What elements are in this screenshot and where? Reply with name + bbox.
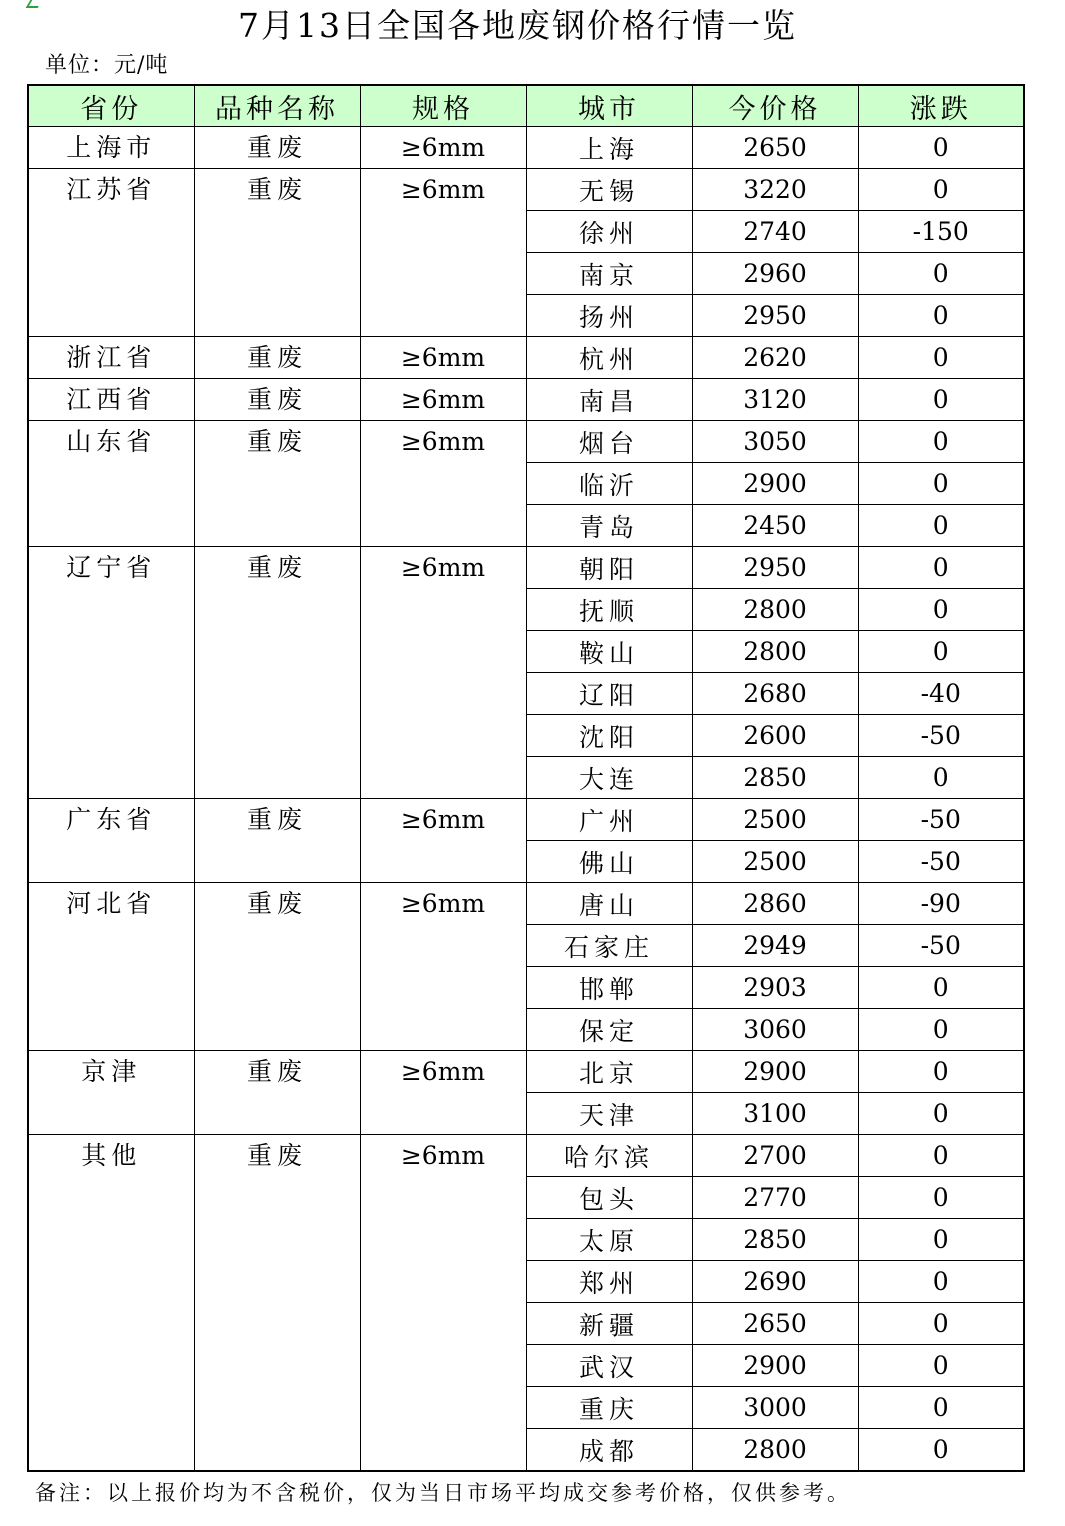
header-row [28,85,1024,127]
change-cell: 0 [858,463,1024,505]
city-cell: 大连 [526,757,692,799]
table-row [28,883,1024,925]
spec-cell: ≥6mm [360,547,526,799]
price-cell: 2960 [692,253,858,295]
kind-cell: 重废 [194,127,360,169]
city-cell: 包头 [526,1177,692,1219]
change-cell: -40 [858,673,1024,715]
change-cell: -50 [858,841,1024,883]
change-cell: 0 [858,1051,1024,1093]
province-cell: 上海市 [28,127,194,169]
price-cell: 2500 [692,799,858,841]
price-cell: 3100 [692,1093,858,1135]
price-cell: 2850 [692,1219,858,1261]
change-cell: 0 [858,1429,1024,1472]
header-province: 省份 [28,85,194,127]
kind-cell: 重废 [194,169,360,337]
change-cell: -90 [858,883,1024,925]
kind-cell: 重废 [194,421,360,547]
province-cell: 河北省 [28,883,194,1051]
kind-cell: 重废 [194,1135,360,1472]
change-cell: 0 [858,127,1024,169]
table-row [28,169,1024,211]
table-row [28,799,1024,841]
province-cell: 江苏省 [28,169,194,337]
change-cell: 0 [858,421,1024,463]
city-cell: 广州 [526,799,692,841]
city-cell: 太原 [526,1219,692,1261]
kind-cell: 重废 [194,337,360,379]
city-cell: 朝阳 [526,547,692,589]
city-cell: 重庆 [526,1387,692,1429]
city-cell: 扬州 [526,295,692,337]
kind-cell: 重废 [194,799,360,883]
city-cell: 辽阳 [526,673,692,715]
price-cell: 3000 [692,1387,858,1429]
price-cell: 2900 [692,463,858,505]
city-cell: 南京 [526,253,692,295]
city-cell: 天津 [526,1093,692,1135]
footnote: 备注：以上报价均为不含税价，仅为当日市场平均成交参考价格，仅供参考。 [35,1481,851,1505]
city-cell: 石家庄 [526,925,692,967]
change-cell: 0 [858,1345,1024,1387]
city-cell: 临沂 [526,463,692,505]
province-cell: 江西省 [28,379,194,421]
price-cell: 2770 [692,1177,858,1219]
change-cell: 0 [858,547,1024,589]
price-cell: 3120 [692,379,858,421]
city-cell: 成都 [526,1429,692,1472]
kind-cell: 重废 [194,883,360,1051]
change-cell: 0 [858,1009,1024,1051]
province-cell: 浙江省 [28,337,194,379]
price-cell: 2800 [692,1429,858,1472]
change-cell: 0 [858,1303,1024,1345]
price-cell: 2500 [692,841,858,883]
city-cell: 郑州 [526,1261,692,1303]
province-cell: 其他 [28,1135,194,1472]
price-cell: 2740 [692,211,858,253]
page-title: 7月13日全国各地废钢价格行情一览 [238,6,797,45]
change-cell: 0 [858,1387,1024,1429]
city-cell: 北京 [526,1051,692,1093]
city-cell: 保定 [526,1009,692,1051]
price-cell: 2680 [692,673,858,715]
city-cell: 青岛 [526,505,692,547]
change-cell: 0 [858,1219,1024,1261]
city-cell: 邯郸 [526,967,692,1009]
header-city: 城市 [526,85,692,127]
header-change: 涨跌 [858,85,1024,127]
price-cell: 2949 [692,925,858,967]
city-cell: 佛山 [526,841,692,883]
price-cell: 2850 [692,757,858,799]
change-cell: -50 [858,925,1024,967]
header-price: 今价格 [692,85,858,127]
province-cell: 山东省 [28,421,194,547]
change-cell: -50 [858,799,1024,841]
kind-cell: 重废 [194,547,360,799]
change-cell: 0 [858,295,1024,337]
table-row [28,1051,1024,1093]
price-cell: 2900 [692,1051,858,1093]
change-cell: 0 [858,379,1024,421]
change-cell: 0 [858,631,1024,673]
province-cell: 辽宁省 [28,547,194,799]
change-cell: 0 [858,337,1024,379]
change-cell: 0 [858,589,1024,631]
city-cell: 唐山 [526,883,692,925]
table-row [28,379,1024,421]
change-cell: 0 [858,169,1024,211]
change-cell: 0 [858,1177,1024,1219]
spec-cell: ≥6mm [360,169,526,337]
spec-cell: ≥6mm [360,799,526,883]
price-cell: 2650 [692,127,858,169]
price-cell: 2800 [692,631,858,673]
city-cell: 武汉 [526,1345,692,1387]
table-row [28,127,1024,169]
table-row [28,547,1024,589]
price-table [27,84,1025,1472]
price-cell: 3050 [692,421,858,463]
province-cell: 广东省 [28,799,194,883]
spec-cell: ≥6mm [360,1135,526,1472]
price-cell: 2950 [692,295,858,337]
table-row [28,1135,1024,1177]
price-cell: 3060 [692,1009,858,1051]
city-cell: 沈阳 [526,715,692,757]
city-cell: 无锡 [526,169,692,211]
price-cell: 2860 [692,883,858,925]
city-cell: 新疆 [526,1303,692,1345]
price-cell: 2700 [692,1135,858,1177]
table-row [28,337,1024,379]
city-cell: 鞍山 [526,631,692,673]
spec-cell: ≥6mm [360,421,526,547]
price-cell: 2950 [692,547,858,589]
spec-cell: ≥6mm [360,1051,526,1135]
province-cell: 京津 [28,1051,194,1135]
price-cell: 2800 [692,589,858,631]
price-cell: 2450 [692,505,858,547]
header-kind: 品种名称 [194,85,360,127]
change-cell: -50 [858,715,1024,757]
city-cell: 抚顺 [526,589,692,631]
change-cell: 0 [858,967,1024,1009]
price-cell: 2620 [692,337,858,379]
table-header [28,85,1024,127]
price-cell: 2600 [692,715,858,757]
change-cell: 0 [858,1093,1024,1135]
city-cell: 哈尔滨 [526,1135,692,1177]
spec-cell: ≥6mm [360,337,526,379]
change-cell: 0 [858,253,1024,295]
change-cell: -150 [858,211,1024,253]
city-cell: 杭州 [526,337,692,379]
change-cell: 0 [858,505,1024,547]
city-cell: 南昌 [526,379,692,421]
spec-cell: ≥6mm [360,883,526,1051]
price-cell: 2900 [692,1345,858,1387]
price-cell: 2903 [692,967,858,1009]
kind-cell: 重废 [194,379,360,421]
city-cell: 烟台 [526,421,692,463]
spec-cell: ≥6mm [360,127,526,169]
city-cell: 徐州 [526,211,692,253]
change-cell: 0 [858,1261,1024,1303]
table-row [28,421,1024,463]
header-spec: 规格 [360,85,526,127]
unit-label: 单位：元/吨 [45,53,169,78]
change-cell: 0 [858,757,1024,799]
city-cell: 上海 [526,127,692,169]
price-cell: 2690 [692,1261,858,1303]
price-cell: 2650 [692,1303,858,1345]
spec-cell: ≥6mm [360,379,526,421]
table-body [28,127,1024,1472]
change-cell: 0 [858,1135,1024,1177]
price-cell: 3220 [692,169,858,211]
kind-cell: 重废 [194,1051,360,1135]
